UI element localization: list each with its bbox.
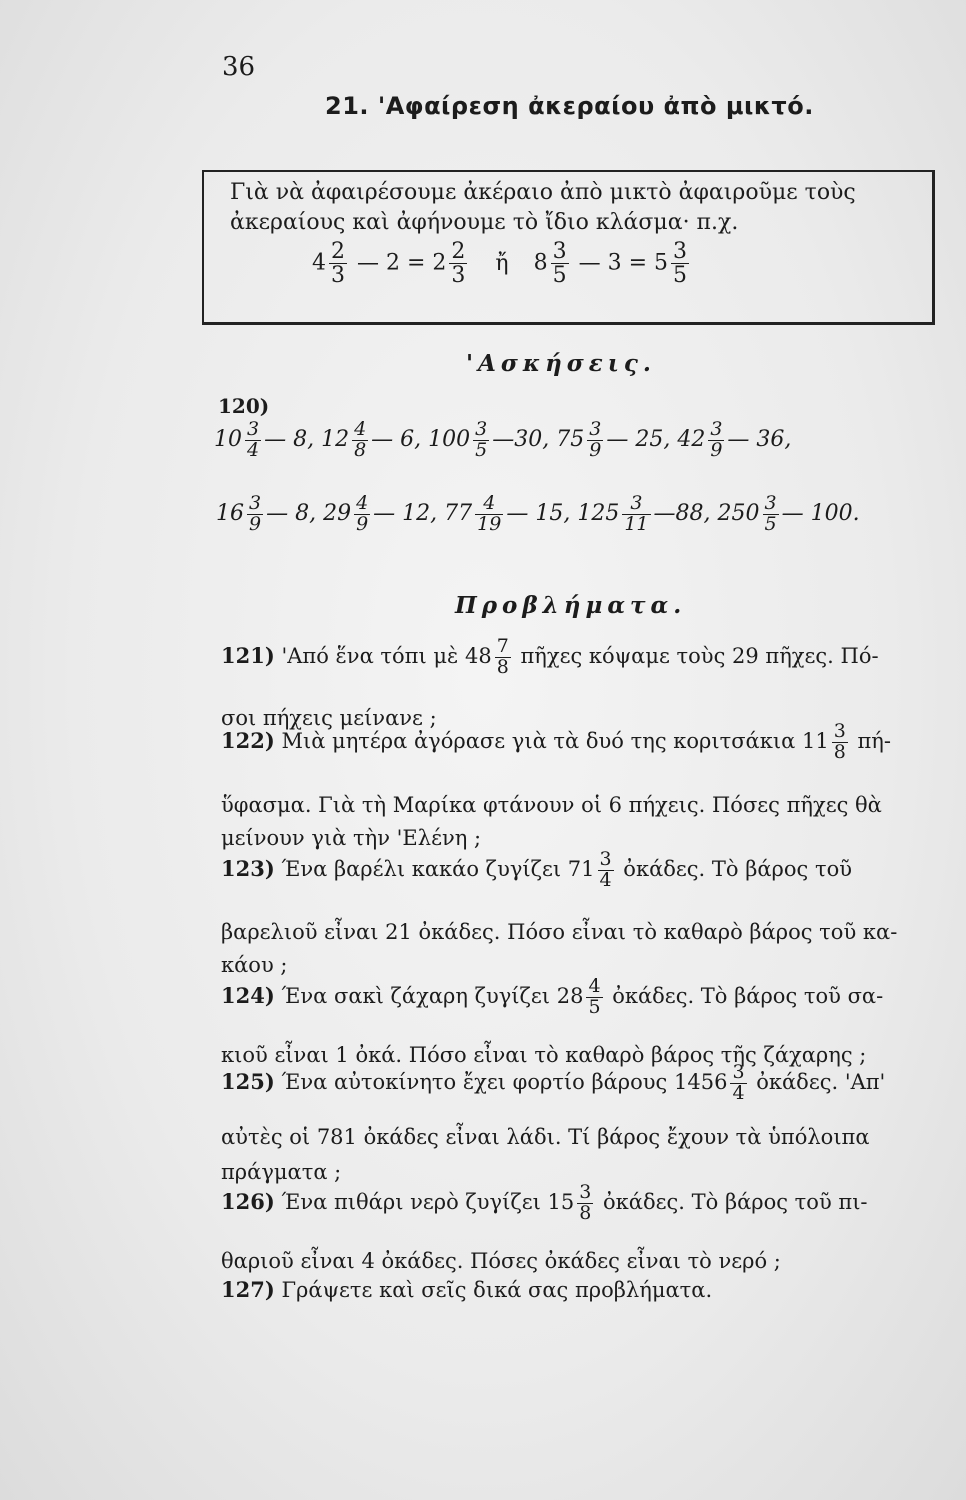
exercise-item: 16 $\frac{3}{9}$ — 8, (216, 492, 317, 535)
page-number: 36 (222, 52, 256, 82)
exercise-item: 250 $\frac{3}{5}$ — 100. (717, 492, 860, 535)
exercise-row-1 (214, 420, 791, 461)
problem-121-line2: σοι πήχεις μείνανε ; (221, 706, 437, 730)
rule-example-equation: 4 $\frac{2}{3}$ — 2 = 2 $\frac{2}{3}$ ἤ 8 $\frac{3}{5}$ — 3 = 5 $\frac{3}{5}$ (312, 239, 688, 289)
exercise-item: 77 $\frac{4}{19}$ — 15, (444, 492, 571, 535)
problem-126-line1: 126) Ένα πιθάρι νερὸ ζυγίζει 15 $\frac{3}{8}$ ὀκάδες. Τὸ βάρος τοῦ πι- (221, 1181, 868, 1224)
problem-122-line3: μείνουν γιὰ τὴν 'Ελένη ; (221, 826, 482, 850)
problem-123-line3: κάου ; (221, 953, 288, 977)
problem-122-line2: ὕφασμα. Γιὰ τὴ Μαρίκα φτάνουν οἱ 6 πήχεις. Πόσες πῆχες θὰ (221, 793, 882, 817)
rule-text-line1: Γιὰ νὰ ἀφαιρέσουμε ἀκέραιο ἀπὸ μικτὸ ἀφαιροῦμε τοὺς (230, 180, 856, 205)
exercise-item: 42 $\frac{3}{9}$ — 36, (677, 418, 792, 461)
rule-text-line2: ἀκεραίους καὶ ἀφήνουμε τὸ ἴδιο κλάσμα· π.χ. (230, 210, 739, 235)
exercise-item: 10 $\frac{3}{4}$ — 8, (214, 418, 315, 461)
problem-126-line2: θαριοῦ εἶναι 4 ὀκάδες. Πόσες ὀκάδες εἶναι τὸ νερό ; (221, 1249, 781, 1273)
problem-124-line2: κιοῦ εἶναι 1 ὀκά. Πόσο εἶναι τὸ καθαρὸ βάρος τῆς ζάχαρης ; (221, 1043, 867, 1067)
problems-heading: Προβλήματα. (455, 592, 687, 619)
problem-123-line1: 123) Ένα βαρέλι κακάο ζυγίζει 71 $\frac{3}{4}$ ὀκάδες. Τὸ βάρος τοῦ (221, 848, 852, 891)
exercise-item: 100 $\frac{3}{5}$ —30, (428, 418, 550, 461)
exercise-row-2 (216, 494, 860, 535)
problem-121-line1: 121) 'Από ἕνα τόπι μὲ 48 $\frac{7}{8}$ πῆχες κόψαμε τοὺς 29 πῆχες. Πό- (221, 635, 879, 678)
exercise-item: 29 $\frac{4}{9}$ — 12, (323, 492, 438, 535)
exercise-item: 125 $\frac{3}{11}$ —88, (577, 492, 711, 535)
problem-125-line2: αὐτὲς οἱ 781 ὀκάδες εἶναι λάδι. Τί βάρος ἔχουν τὰ ὑπόλοιπα (221, 1125, 870, 1149)
exercise-item: 12 $\frac{4}{8}$ — 6, (321, 418, 422, 461)
exercises-heading: 'Ασκήσεις. (466, 350, 656, 377)
problem-122-line1: 122) Μιὰ μητέρα ἀγόρασε γιὰ τὰ δυό της κοριτσάκια 11 $\frac{3}{8}$ πή- (221, 720, 891, 763)
problem-124-line1: 124) Ένα σακὶ ζάχαρη ζυγίζει 28 $\frac{4}{5}$ ὀκάδες. Τὸ βάρος τοῦ σα- (221, 975, 884, 1018)
problem-125-line1: 125) Ένα αὐτοκίνητο ἔχει φορτίο βάρους 1456 $\frac{3}{4}$ ὀκάδες. 'Απ' (221, 1061, 886, 1104)
section-title: 21. 'Αφαίρεση ἀκεραίου ἀπὸ μικτό. (325, 92, 814, 120)
problem-123-line2: βαρελιοῦ εἶναι 21 ὀκάδες. Πόσο εἶναι τὸ καθαρὸ βάρος τοῦ κα- (221, 920, 898, 944)
exercise-label: 120) (218, 394, 270, 418)
exercise-item: 75 $\frac{3}{9}$ — 25, (556, 418, 671, 461)
problem-125-line3: πράγματα ; (221, 1160, 342, 1184)
problem-127-line1: 127) Γράψετε καὶ σεῖς δικά σας προβλήματα. (221, 1277, 713, 1302)
